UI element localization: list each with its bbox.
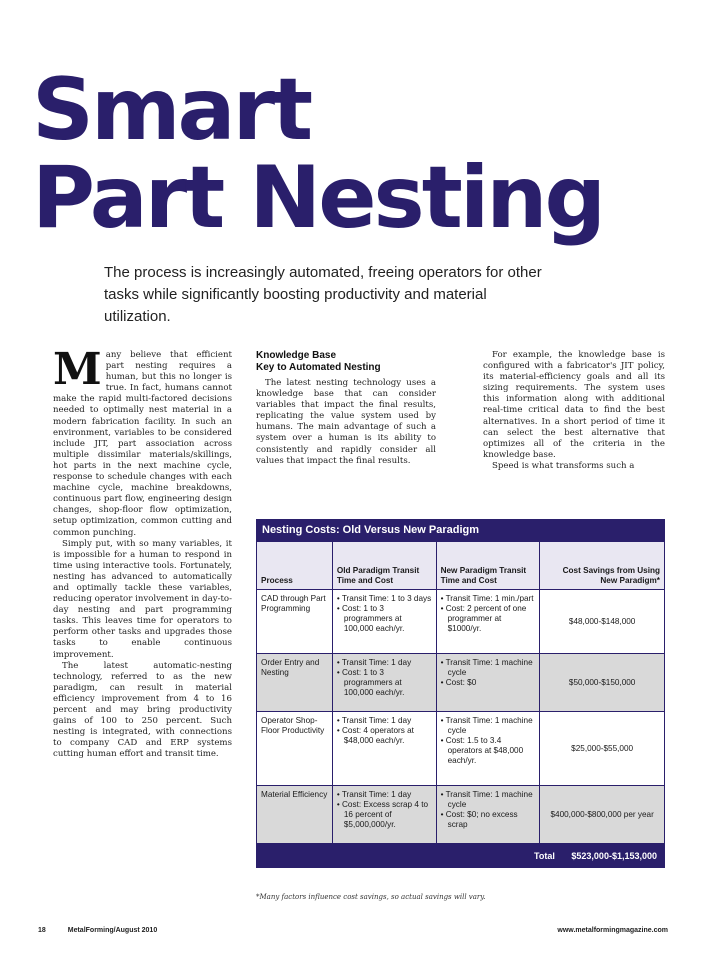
bullet-item: • Transit Time: 1 day bbox=[337, 716, 432, 726]
old-paradigm-cell bbox=[332, 712, 436, 786]
body-column-3 bbox=[483, 350, 665, 472]
table-row bbox=[257, 654, 665, 712]
bullet-item: • Cost: 1.5 to 3.4 operators at $48,000 each/yr. bbox=[441, 736, 536, 766]
table-header-row bbox=[257, 542, 665, 590]
total-value: $523,000-$1,153,000 bbox=[571, 851, 657, 861]
column-header: Cost Savings from Using New Paradigm* bbox=[540, 542, 665, 590]
nesting-costs-table bbox=[256, 519, 665, 887]
cost-table bbox=[256, 541, 665, 844]
table-row bbox=[257, 590, 665, 654]
page-number: 18 bbox=[38, 927, 46, 934]
article-deck: The process is increasingly automated, freeing operators for other tasks while significantly boosting productivity and material utilization. bbox=[104, 264, 542, 325]
paragraph: The latest automatic-nesting technology, referred to as the new paradigm, can result in material efficiency improvement from 4 to 16 percent and may bring productivity gains of 100 to 250 percent. Such nesting is integrated, with connections to company CAD and ERP systems cutting human effort and transit time. bbox=[53, 660, 232, 760]
subhead-line-2: Key to Automated Nesting bbox=[256, 362, 381, 373]
new-paradigm-cell bbox=[436, 654, 540, 712]
bullet-item: • Transit Time: 1 machine cycle bbox=[441, 716, 536, 736]
bullet-item: • Cost: 2 percent of one programmer at $1000/yr. bbox=[441, 604, 536, 634]
title-line-2: Part Nesting bbox=[32, 148, 604, 248]
paragraph: The latest nesting technology uses a knowledge base that can consider variables that impact the final results, replicating the value system used by humans. The main advantage of such a system over a human is its ability to consistently and rapidly consider all values that impact the final results. bbox=[256, 378, 436, 466]
bullet-item: • Cost: $0 bbox=[441, 678, 536, 688]
title-line-1: Smart bbox=[32, 60, 311, 160]
process-cell: Order Entry and Nesting bbox=[257, 654, 333, 712]
issue-label: MetalForming/August 2010 bbox=[67, 927, 158, 934]
old-paradigm-cell bbox=[332, 786, 436, 844]
bullet-item: • Transit Time: 1 min./part bbox=[441, 594, 536, 604]
paragraph: Simply put, with so many variables, it is impossible for a human to respond in time using interactive tools. Fortunately, nesting has advanced to automatically and optimally tackle these variables, reducing operator involvement in day-to-day nesting and part programming tasks. This leaves time for operators to perform other tasks and upgrades those tasks to enable continuous improvement. bbox=[53, 538, 232, 660]
table-row bbox=[257, 786, 665, 844]
body-column-1 bbox=[53, 344, 232, 760]
drop-cap: M bbox=[53, 344, 102, 395]
process-cell: Operator Shop-Floor Productivity bbox=[257, 712, 333, 786]
process-cell: CAD through Part Programming bbox=[257, 590, 333, 654]
savings-cell: $48,000-$148,000 bbox=[540, 590, 665, 654]
column-header: New Paradigm Transit Time and Cost bbox=[436, 542, 540, 590]
new-paradigm-cell bbox=[436, 590, 540, 654]
bullet-item: • Cost: Excess scrap 4 to 16 percent of $5,000,000/yr. bbox=[337, 800, 432, 830]
process-cell: Material Efficiency bbox=[257, 786, 333, 844]
bullet-item: • Cost: 1 to 3 programmers at 100,000 each/yr. bbox=[337, 604, 432, 634]
total-label: Total bbox=[534, 851, 555, 861]
page-footer bbox=[38, 927, 668, 939]
section-subhead bbox=[256, 350, 436, 374]
table-footnote: *Many factors influence cost savings, so actual savings will vary. bbox=[256, 893, 486, 901]
new-paradigm-cell bbox=[436, 712, 540, 786]
old-paradigm-cell bbox=[332, 654, 436, 712]
bullet-item: • Transit Time: 1 day bbox=[337, 790, 432, 800]
table-title: Nesting Costs: Old Versus New Paradigm bbox=[256, 519, 665, 541]
savings-cell: $400,000-$800,000 per year bbox=[540, 786, 665, 844]
old-paradigm-cell bbox=[332, 590, 436, 654]
savings-cell: $25,000-$55,000 bbox=[540, 712, 665, 786]
bullet-item: • Cost: $0; no excess scrap bbox=[441, 810, 536, 830]
column-header: Old Paradigm Transit Time and Cost bbox=[332, 542, 436, 590]
bullet-item: • Transit Time: 1 to 3 days bbox=[337, 594, 432, 604]
bullet-item: • Cost: 4 operators at $48,000 each/yr. bbox=[337, 726, 432, 746]
savings-cell: $50,000-$150,000 bbox=[540, 654, 665, 712]
subhead-line-1: Knowledge Base bbox=[256, 350, 337, 361]
article-title bbox=[32, 60, 692, 248]
magazine-url: www.metalformingmagazine.com bbox=[557, 927, 668, 934]
paragraph: For example, the knowledge base is configured with a fabricator's JIT policy, its material-efficiency goals and all its sizing requirements. The system uses this information along with additional real-time critical data to find the best alternatives. In a short period of time it can select the best alternative that optimizes all of the criteria in the knowledge base. bbox=[483, 350, 665, 460]
table-total-row bbox=[256, 844, 665, 868]
bullet-item: • Cost: 1 to 3 programmers at 100,000 each/yr. bbox=[337, 668, 432, 698]
bullet-item: • Transit Time: 1 day bbox=[337, 658, 432, 668]
column-header: Process bbox=[257, 542, 333, 590]
table-row bbox=[257, 712, 665, 786]
bullet-item: • Transit Time: 1 machine cycle bbox=[441, 658, 536, 678]
paragraph: any believe that efficient part nesting requires a human, but this no longer is true. In fact, humans cannot make the rapid multi-factored decisions needed to optimally nest material in a modern fabrication facility. In such an environment, variables to be considered include JIT, part association across multiple dissimilar materials/skillings, hot parts in the next machine cycle, response to schedule changes with each machine cycle, machine breakdowns, continuous part flow, engineering design changes, shop-floor flow optimization, setup optimization, common cutting and common punching. bbox=[53, 350, 232, 538]
paragraph: Speed is what transforms such a bbox=[492, 460, 635, 471]
bullet-item: • Transit Time: 1 machine cycle bbox=[441, 790, 536, 810]
body-column-2 bbox=[256, 350, 436, 467]
new-paradigm-cell bbox=[436, 786, 540, 844]
